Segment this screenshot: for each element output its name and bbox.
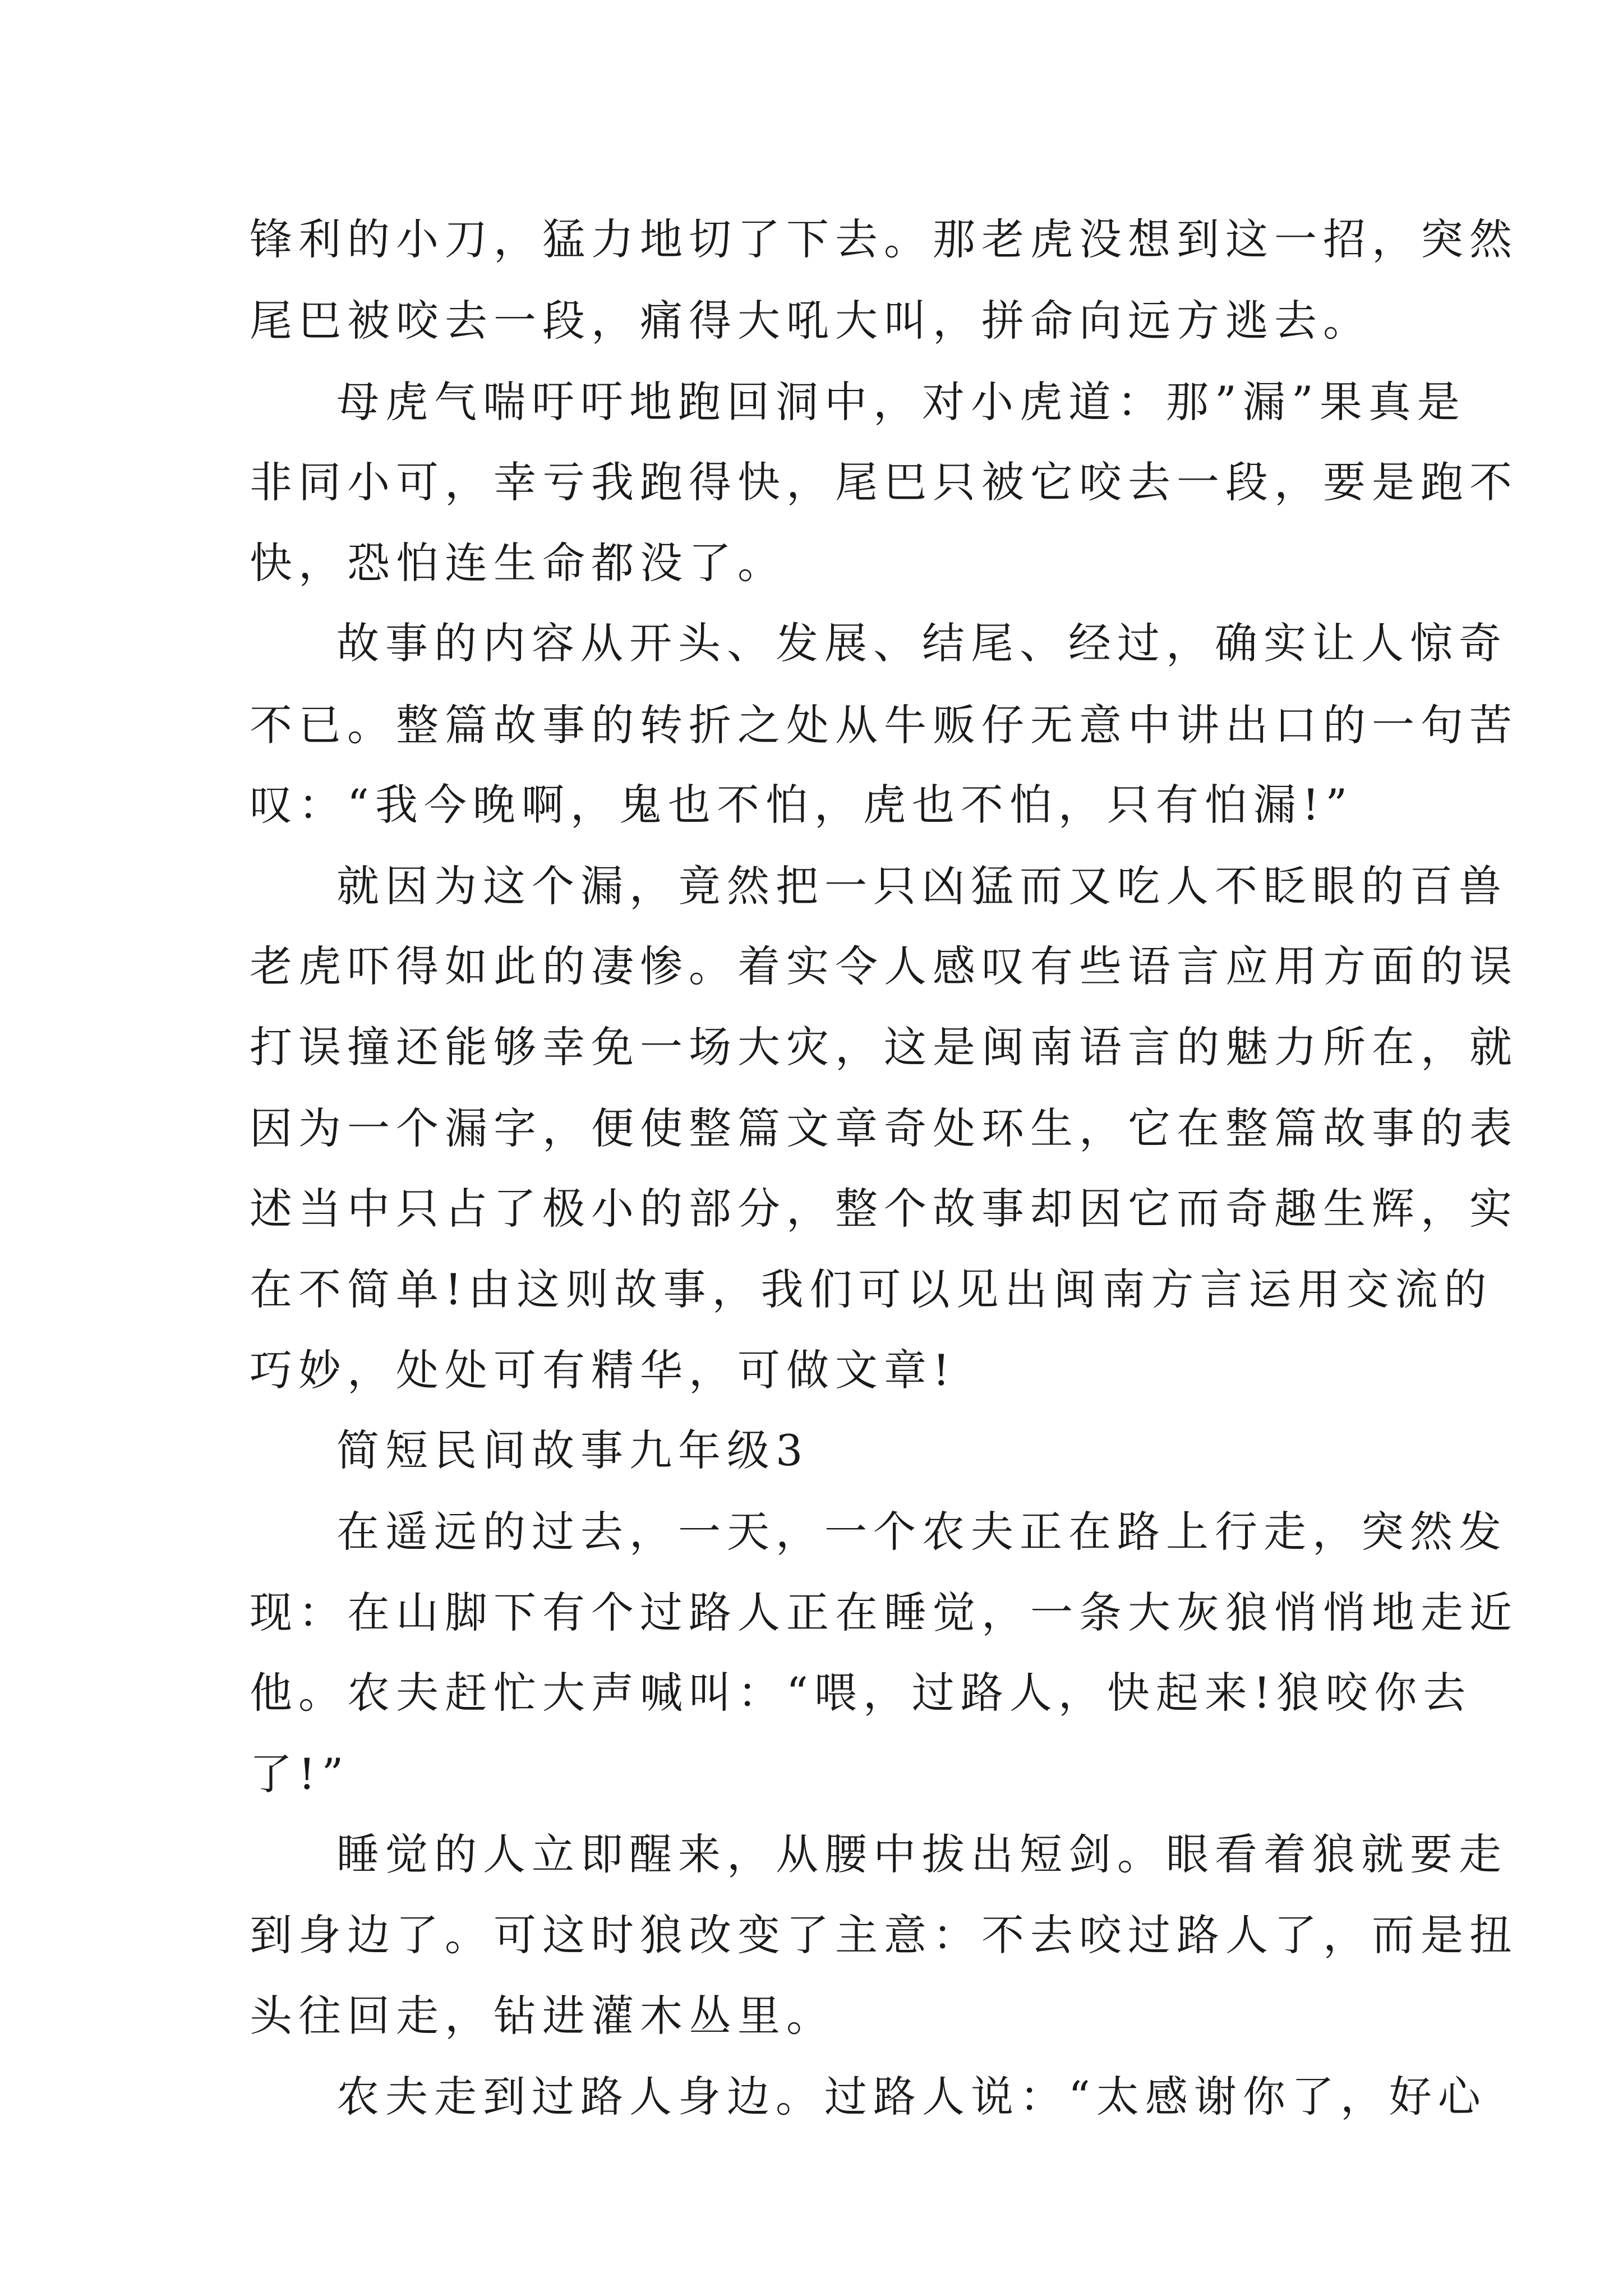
text-line: 到身边了。可这时狼改变了主意：不去咬过路人了，而是扭 — [250, 1910, 1518, 1960]
text-line: 不已。整篇故事的转折之处从牛贩仔无意中讲出口的一句苦 — [250, 700, 1518, 750]
text-line: 快，恐怕连生命都没了。 — [250, 538, 786, 588]
text-line: 叹：“我今晚啊，鬼也不怕，虎也不怕，只有怕漏!” — [250, 780, 1354, 830]
text-line: 锋利的小刀，猛力地切了下去。那老虎没想到这一招，突然 — [250, 214, 1518, 264]
text-line: 母虎气喘吁吁地跑回洞中，对小虎道：那”漏”果真是 — [336, 377, 1466, 427]
text-line: 打误撞还能够幸免一场大灾，这是闽南语言的魅力所在，就 — [250, 1022, 1518, 1072]
text-line: 农夫走到过路人身边。过路人说：“太感谢你了，好心 — [336, 2072, 1487, 2122]
text-line: 现：在山脚下有个过路人正在睡觉，一条大灰狼悄悄地走近 — [250, 1588, 1518, 1637]
text-line: 因为一个漏字，便使整篇文章奇处环生，它在整篇故事的表 — [250, 1103, 1518, 1153]
text-line: 尾巴被咬去一段，痛得大吼大叫，拼命向远方逃去。 — [250, 296, 1372, 346]
text-line: 他。农夫赶忙大声喊叫：“喂，过路人，快起来!狼咬你去 — [250, 1668, 1472, 1718]
text-line: 头往回走，钻进灌木丛里。 — [250, 1991, 835, 2041]
text-line: 老虎吓得如此的凄惨。着实令人感叹有些语言应用方面的误 — [250, 941, 1518, 991]
text-line: 巧妙，处处可有精华，可做文章! — [250, 1345, 956, 1395]
text-line: 故事的内容从开头、发展、结尾、经过，确实让人惊奇 — [336, 618, 1507, 668]
text-line: 就因为这个漏，竟然把一只凶猛而又吃人不眨眼的百兽 — [336, 861, 1507, 911]
text-line: 在不简单!由这则故事，我们可以见出闽南方言运用交流的 — [250, 1264, 1493, 1314]
text-line: 睡觉的人立即醒来，从腰中拔出短剑。眼看着狼就要走 — [336, 1829, 1507, 1879]
section-heading: 简短民间故事九年级3 — [336, 1425, 809, 1475]
text-line: 非同小可，幸亏我跑得快，尾巴只被它咬去一段，要是跑不 — [250, 457, 1518, 507]
text-line: 了!” — [250, 1749, 350, 1799]
text-line: 述当中只占了极小的部分，整个故事却因它而奇趣生辉，实 — [250, 1184, 1518, 1234]
text-line: 在遥远的过去，一天，一个农夫正在路上行走，突然发 — [336, 1507, 1507, 1557]
